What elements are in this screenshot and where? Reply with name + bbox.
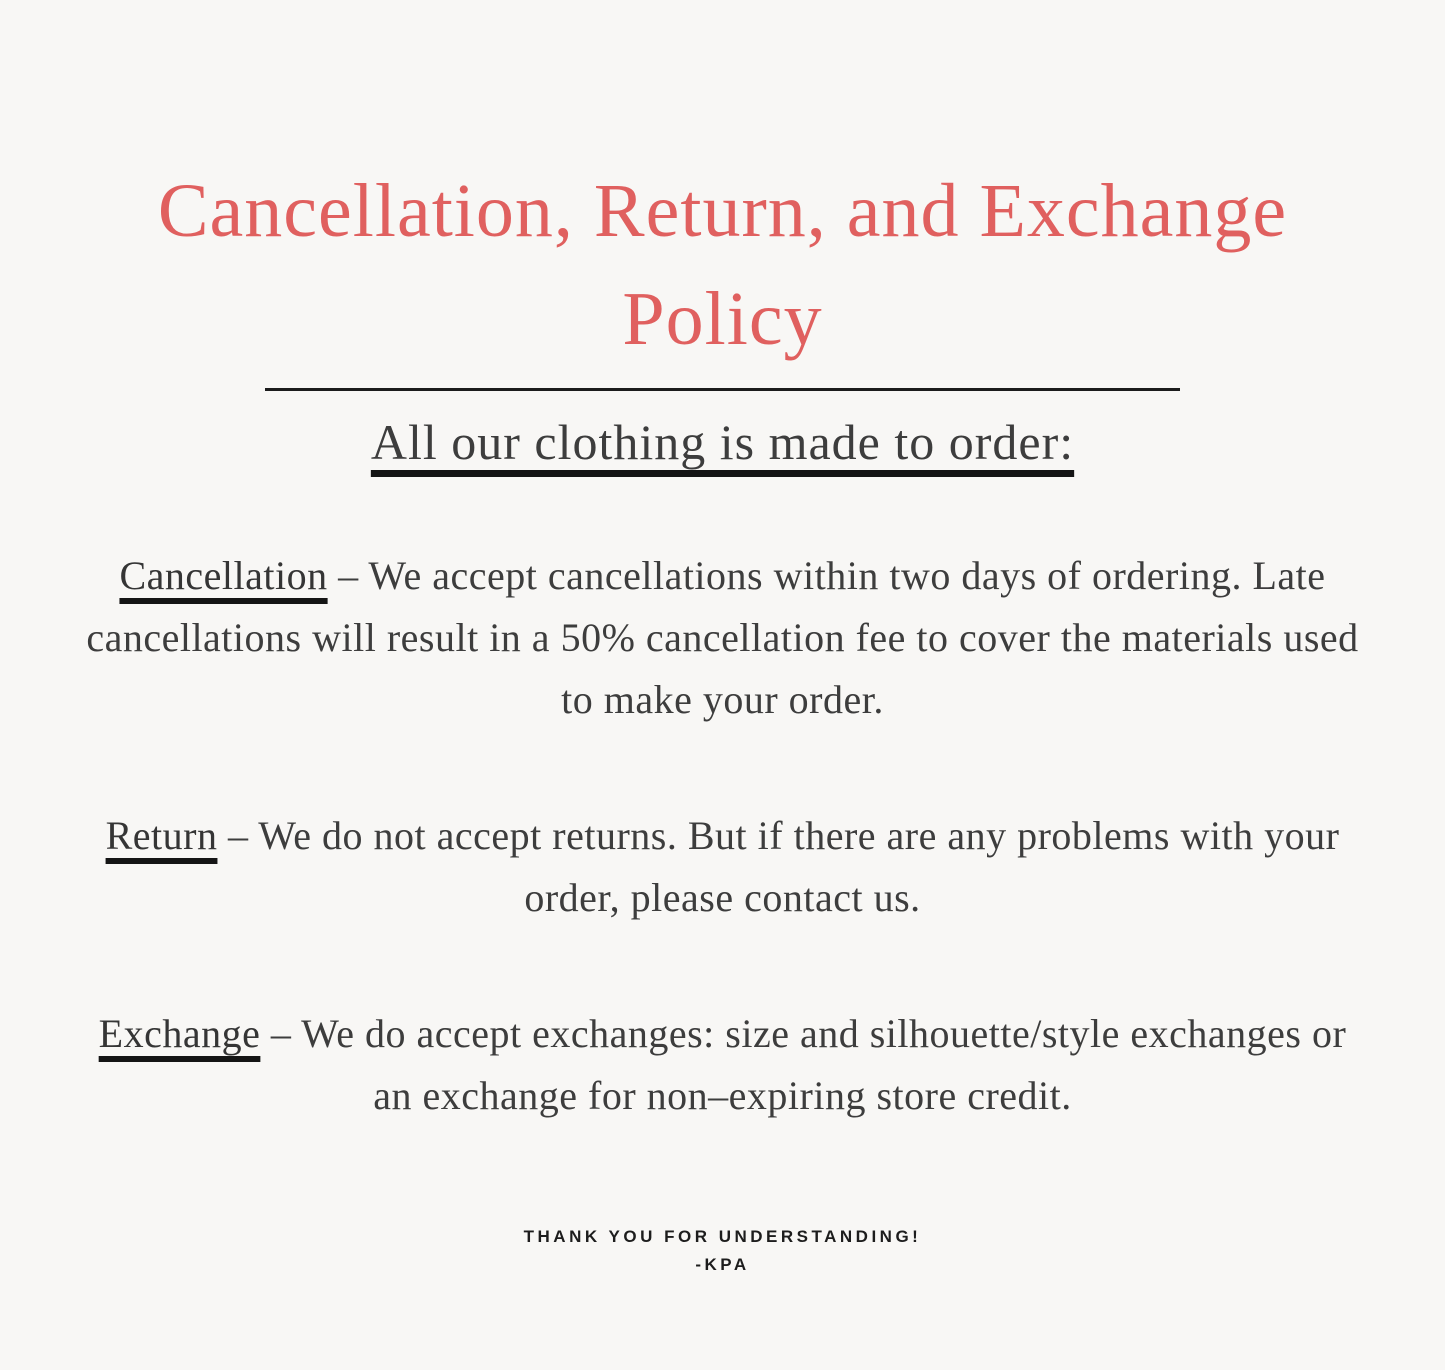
footer-thanks: THANK YOU FOR UNDERSTANDING! (523, 1226, 922, 1246)
page-title-line-1: Cancellation, Return, and Exchange (157, 169, 1288, 253)
return-body: – We do not accept returns. But if there are any problems with your order, please contact us. (227, 812, 1340, 920)
page-title-line-2: Policy (622, 276, 823, 361)
cancellation-policy-paragraph (83, 545, 1363, 731)
made-to-order-heading: All our clothing is made to order: (370, 413, 1075, 470)
page-title (158, 158, 1287, 374)
exchange-body: – We do accept exchanges: size and silhouette/style exchanges or an exchange for non–expiring store credit. (270, 1010, 1347, 1118)
exchange-term: Exchange (98, 1010, 261, 1056)
title-divider (265, 388, 1180, 391)
cancellation-body: – We accept cancellations within two days of ordering. Late cancellations will result in a 50% cancellation fee to cover the materials used to make your order. (86, 552, 1359, 722)
return-policy-paragraph (83, 805, 1363, 929)
return-term: Return (105, 812, 218, 858)
cancellation-term: Cancellation (119, 552, 328, 598)
exchange-policy-paragraph (83, 1003, 1363, 1127)
footer-signature: -KPA (695, 1254, 750, 1274)
footer (524, 1223, 922, 1279)
